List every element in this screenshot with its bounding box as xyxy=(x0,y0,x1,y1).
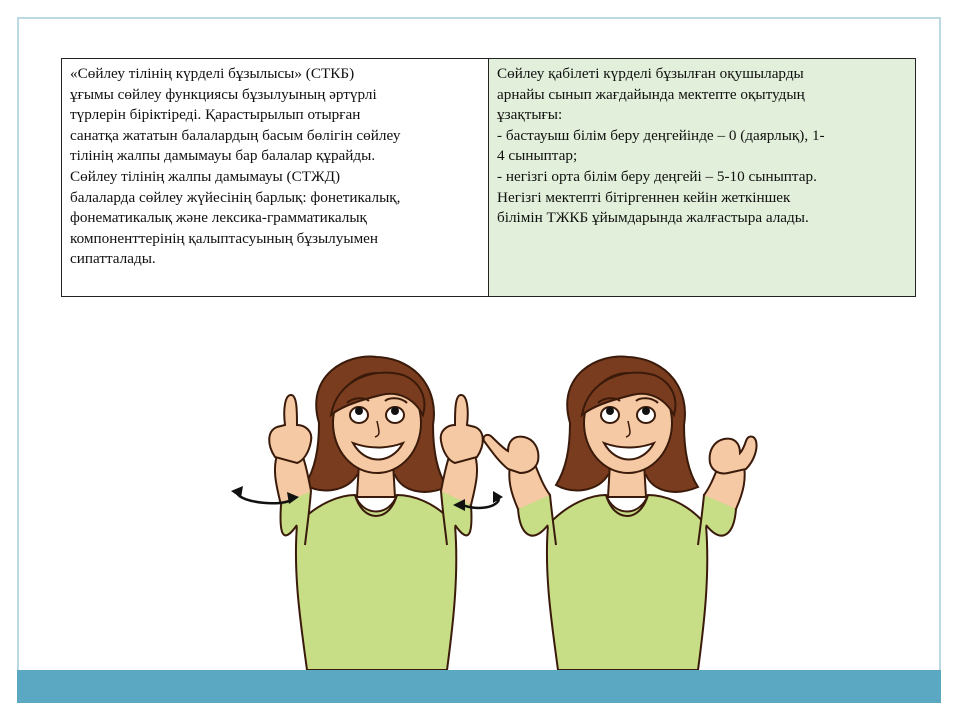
cell-line: ұзақтығы: xyxy=(497,106,563,124)
cell-line: сипатталады. xyxy=(70,250,156,268)
cell-line: тілінің жалпы дамымауы бар балалар құрайды. xyxy=(70,147,376,165)
cell-line: фонематикалық және лексика-грамматикалық xyxy=(70,209,367,227)
cell-line: арнайы сынып жағдайында мектепте оқытудың xyxy=(497,85,805,103)
cell-line: түрлерін біріктіреді. Қарастырылып отырған xyxy=(70,106,361,124)
sign-language-woman-thumbs-icon xyxy=(478,345,758,670)
cell-line: білімін ТЖКБ ұйымдарында жалғастыра алады. xyxy=(497,209,809,227)
cell-line: - бастауыш білім беру деңгейінде – 0 (даярлық), 1- xyxy=(497,126,825,144)
info-table xyxy=(61,58,916,297)
cell-line: Негізгі мектепті бітіргеннен кейін жеткіншек xyxy=(497,188,791,206)
cell-line: санатқа жататын балалардың басым бөлігін сөйлеу xyxy=(70,126,401,144)
table-cell-definition xyxy=(62,59,489,296)
bottom-accent-bar xyxy=(17,670,941,703)
sign-language-woman-rotating-hands-icon xyxy=(227,345,507,670)
cell-line: балаларда сөйлеу жүйесінің барлық: фонетикалық, xyxy=(70,188,401,206)
cell-line: Сөйлеу тілінің жалпы дамымауы (СТЖД) xyxy=(70,167,341,185)
cell-line: 4 сыныптар; xyxy=(497,147,578,165)
table-cell-education xyxy=(489,59,915,296)
cell-line: «Сөйлеу тілінің күрделі бұзылысы» (СТКБ) xyxy=(70,65,355,82)
cell-line: компоненттерінің қалыптасуының бұзылуымен xyxy=(70,229,379,247)
cell-line: ұғымы сөйлеу функциясы бұзылуының әртүрлі xyxy=(70,85,377,103)
cell-line: Сөйлеу қабілеті күрделі бұзылған оқушыларды xyxy=(497,65,804,82)
cell-line: - негізгі орта білім беру деңгейі – 5-10 сыныптар. xyxy=(497,167,817,185)
